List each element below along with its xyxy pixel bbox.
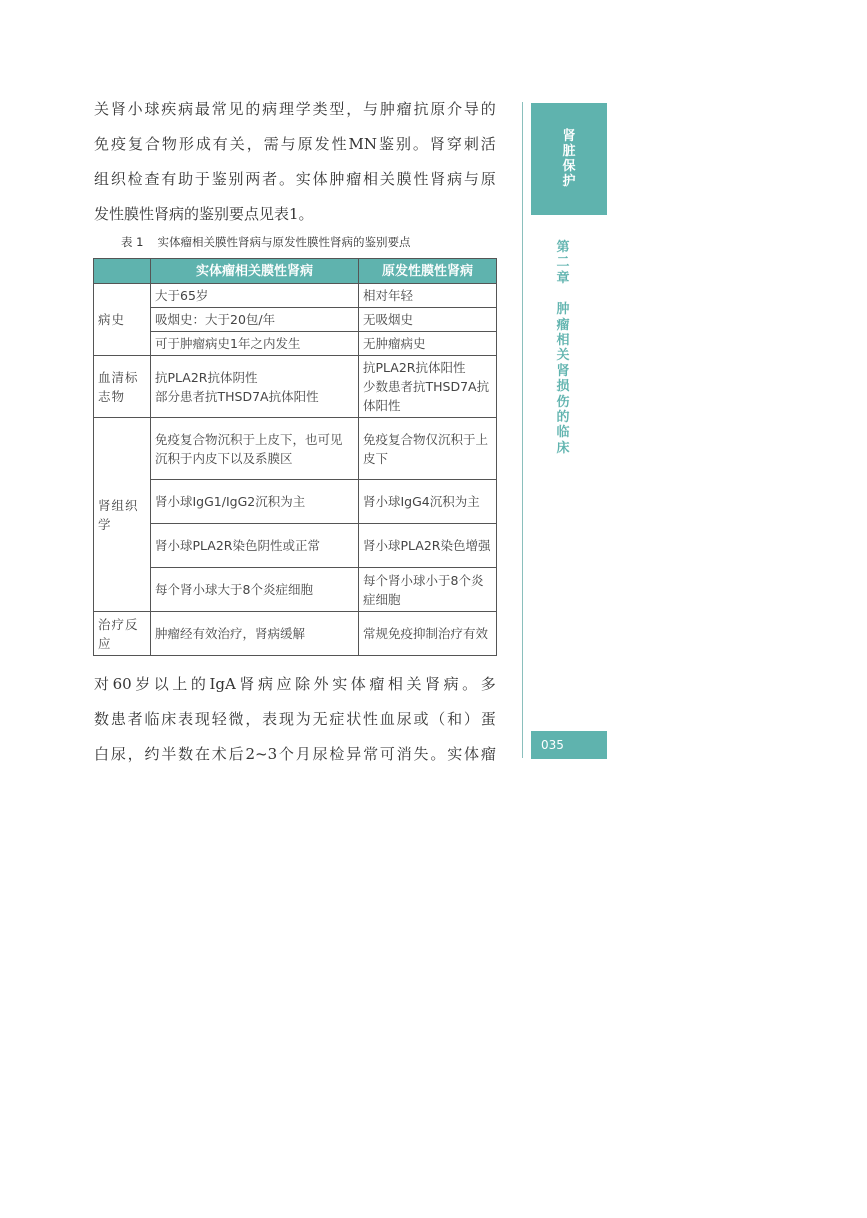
text-glyph: 物 xyxy=(161,135,177,153)
text-glyph: 岁 xyxy=(135,675,151,693)
text-glyph: 瘤 xyxy=(346,170,362,188)
text-glyph: 两 xyxy=(245,170,261,188)
text-glyph: 体 xyxy=(312,170,328,188)
text-glyph: 相 xyxy=(387,675,403,693)
text-glyph: ， xyxy=(127,745,143,763)
vertical-glyph: 保 xyxy=(562,159,576,174)
text-glyph: 术 xyxy=(211,745,227,763)
text-glyph: 肾 xyxy=(430,170,446,188)
text-glyph: （ xyxy=(430,710,446,728)
vertical-glyph: 相 xyxy=(556,333,570,349)
text-glyph: 床 xyxy=(161,710,177,728)
vertical-glyph: 的 xyxy=(556,410,570,426)
text-glyph: ） xyxy=(463,710,479,728)
table-row xyxy=(94,524,497,568)
text-glyph: 检 xyxy=(127,170,143,188)
table-header-primary: 原发性膜性肾病 xyxy=(359,259,497,284)
text-line xyxy=(94,702,496,737)
text-glyph: 症 xyxy=(329,710,345,728)
table-row xyxy=(94,480,497,524)
text-glyph: 半 xyxy=(161,745,177,763)
text-glyph: 状 xyxy=(346,710,362,728)
text-glyph: 别 xyxy=(395,135,411,153)
text-glyph: 轻 xyxy=(211,710,227,728)
text-glyph: 病 xyxy=(257,675,273,693)
vertical-glyph: 床 xyxy=(556,440,570,456)
table-row xyxy=(94,284,497,308)
text-glyph: 与 xyxy=(463,170,479,188)
vertical-glyph: 二 xyxy=(556,255,570,271)
text-glyph: 理 xyxy=(278,100,294,118)
text-glyph: 。 xyxy=(412,135,428,153)
text-glyph: ， xyxy=(346,100,362,118)
text-glyph: 刺 xyxy=(463,135,479,153)
text-glyph: 组 xyxy=(94,170,110,188)
table-row xyxy=(94,568,497,612)
text-glyph: 疾 xyxy=(161,100,177,118)
cell-primary: 抗PLA2R抗体阳性 少数患者抗THSD7A抗体阳性 xyxy=(359,356,497,418)
vertical-glyph: 第 xyxy=(556,240,570,255)
text-glyph: 关 xyxy=(229,135,245,153)
text-glyph: 见 xyxy=(228,100,244,118)
table-row xyxy=(94,332,497,356)
text-glyph: 上 xyxy=(172,675,188,693)
text-glyph: 成 xyxy=(195,135,211,153)
table-caption-number: 表 1 xyxy=(121,235,144,249)
text-glyph: 型 xyxy=(329,100,345,118)
cell-tumor-associated: 肿瘤经有效治疗，肾病缓解 xyxy=(151,612,359,656)
text-glyph: IgA xyxy=(209,675,236,693)
text-glyph: 和 xyxy=(447,710,463,728)
text-glyph: 瘤 xyxy=(396,100,412,118)
text-glyph: 表 xyxy=(178,710,194,728)
vertical-glyph: 肾 xyxy=(556,363,570,379)
text-glyph: 。 xyxy=(278,170,294,188)
text-glyph: 2~3 xyxy=(245,745,278,763)
text-glyph: 查 xyxy=(144,170,160,188)
text-glyph: 的 xyxy=(245,100,261,118)
text-line xyxy=(94,162,496,197)
text-line xyxy=(94,667,496,702)
text-glyph: 临 xyxy=(144,710,160,728)
text-glyph: 学 xyxy=(295,100,311,118)
text-glyph: 的 xyxy=(190,675,206,693)
text-glyph: 肿 xyxy=(379,100,395,118)
table-caption-text: 实体瘤相关膜性肾病与原发性膜性肾病的鉴别要点 xyxy=(157,235,411,249)
cell-primary: 无吸烟史 xyxy=(359,308,497,332)
text-glyph: 检 xyxy=(329,745,345,763)
vertical-glyph: 临 xyxy=(556,425,570,441)
text-glyph: 常 xyxy=(211,100,227,118)
text-glyph: 患 xyxy=(110,710,126,728)
text-glyph: 个 xyxy=(278,745,294,763)
text-glyph: 病 xyxy=(447,170,463,188)
text-glyph: 关 xyxy=(94,100,110,118)
row-group-label: 肾组织学 xyxy=(94,418,151,612)
chapter-gap xyxy=(555,286,571,302)
text-glyph: 失 xyxy=(413,745,429,763)
text-glyph: 肿 xyxy=(329,170,345,188)
row-group-label: 病史 xyxy=(94,284,151,356)
cell-tumor-associated: 可于肿瘤病史1年之内发生 xyxy=(151,332,359,356)
cell-tumor-associated: 肾小球PLA2R染色阴性或正常 xyxy=(151,524,359,568)
text-glyph: 膜 xyxy=(396,170,412,188)
cell-tumor-associated: 免疫复合物沉积于上皮下，也可见沉积于内皮下以及系膜区 xyxy=(151,418,359,480)
text-glyph: 外 xyxy=(313,675,329,693)
table-row xyxy=(94,612,497,656)
text-glyph: 介 xyxy=(447,100,463,118)
text-glyph: 球 xyxy=(144,100,160,118)
text-glyph: 者 xyxy=(127,710,143,728)
section-tab-label xyxy=(562,129,576,189)
cell-primary: 相对年轻 xyxy=(359,284,497,308)
text-glyph: 体 xyxy=(464,745,480,763)
table-row xyxy=(94,308,497,332)
text-glyph: 约 xyxy=(144,745,160,763)
text-glyph: 除 xyxy=(295,675,311,693)
table-header-empty xyxy=(94,259,151,284)
text-glyph: 于 xyxy=(194,170,210,188)
text-glyph: 免 xyxy=(94,135,110,153)
page-number: 035 xyxy=(531,731,607,759)
text-glyph: 实 xyxy=(295,170,311,188)
text-glyph: 蛋 xyxy=(480,710,496,728)
vertical-glyph: 肾 xyxy=(562,129,576,144)
text-glyph: 与 xyxy=(363,100,379,118)
text-line: 发性膜性肾病的鉴别要点见表1。 xyxy=(94,205,314,223)
table-row xyxy=(94,418,497,480)
text-glyph: 发 xyxy=(314,135,330,153)
text-glyph: 白 xyxy=(94,745,110,763)
cell-tumor-associated: 大于65岁 xyxy=(151,284,359,308)
text-glyph: 有 xyxy=(161,170,177,188)
text-glyph: 原 xyxy=(430,100,446,118)
text-glyph: 月 xyxy=(295,745,311,763)
text-glyph: 常 xyxy=(363,745,379,763)
table-header-row xyxy=(94,259,497,284)
text-glyph: ， xyxy=(246,135,262,153)
text-glyph: 现 xyxy=(278,710,294,728)
vertical-glyph: 脏 xyxy=(562,144,576,159)
vertical-glyph: 伤 xyxy=(556,394,570,410)
vertical-glyph: 关 xyxy=(556,348,570,364)
text-glyph: 关 xyxy=(406,675,422,693)
chapter-number xyxy=(555,240,571,286)
text-glyph: 可 xyxy=(379,745,395,763)
text-glyph: 有 xyxy=(212,135,228,153)
text-glyph: 类 xyxy=(312,100,328,118)
text-glyph: 肾 xyxy=(429,135,445,153)
comparison-table xyxy=(93,258,497,656)
text-glyph: 60 xyxy=(112,675,132,693)
text-glyph: 助 xyxy=(178,170,194,188)
text-glyph: 数 xyxy=(94,710,110,728)
cell-primary: 肾小球PLA2R染色增强 xyxy=(359,524,497,568)
text-glyph: 形 xyxy=(178,135,194,153)
text-glyph: 血 xyxy=(379,710,395,728)
text-line xyxy=(94,92,496,127)
text-glyph: 以 xyxy=(153,675,169,693)
text-glyph: MN xyxy=(348,135,378,153)
text-glyph: 织 xyxy=(110,170,126,188)
text-glyph: 肾 xyxy=(425,675,441,693)
text-glyph: 无 xyxy=(312,710,328,728)
text-glyph: 病 xyxy=(262,100,278,118)
text-glyph: 合 xyxy=(144,135,160,153)
cell-primary: 免疫复合物仅沉积于上皮下 xyxy=(359,418,497,480)
text-glyph: 鉴 xyxy=(211,170,227,188)
text-glyph: 需 xyxy=(263,135,279,153)
text-glyph: 体 xyxy=(350,675,366,693)
section-tab xyxy=(531,103,607,215)
text-glyph: 的 xyxy=(480,100,496,118)
text-glyph: 小 xyxy=(127,100,143,118)
text-glyph: 后 xyxy=(228,745,244,763)
cell-primary: 无肿瘤病史 xyxy=(359,332,497,356)
text-glyph: 病 xyxy=(178,100,194,118)
text-glyph: 最 xyxy=(194,100,210,118)
text-glyph: 性 xyxy=(331,135,347,153)
text-glyph: 尿 xyxy=(110,745,126,763)
text-glyph: 鉴 xyxy=(378,135,394,153)
text-glyph: 别 xyxy=(228,170,244,188)
cell-primary: 肾小球IgG4沉积为主 xyxy=(359,480,497,524)
chapter-title xyxy=(555,302,571,456)
text-glyph: 或 xyxy=(413,710,429,728)
text-glyph: 原 xyxy=(297,135,313,153)
text-line xyxy=(94,737,496,772)
text-glyph: 多 xyxy=(480,675,496,693)
text-line xyxy=(94,127,496,162)
text-glyph: 性 xyxy=(363,710,379,728)
vertical-glyph: 损 xyxy=(556,379,570,395)
text-glyph: 者 xyxy=(262,170,278,188)
vertical-glyph: 瘤 xyxy=(556,317,570,333)
text-glyph: 活 xyxy=(480,135,496,153)
table-row xyxy=(94,356,497,418)
vertical-glyph: 护 xyxy=(562,174,576,189)
text-glyph: 消 xyxy=(396,745,412,763)
cell-tumor-associated: 吸烟史：大于20包/年 xyxy=(151,308,359,332)
cell-primary: 常规免疫抑制治疗有效 xyxy=(359,612,497,656)
text-glyph: 表 xyxy=(262,710,278,728)
chapter-label xyxy=(555,240,571,456)
text-glyph: 原 xyxy=(480,170,496,188)
text-glyph: 导 xyxy=(463,100,479,118)
cell-tumor-associated: 肾小球IgG1/IgG2沉积为主 xyxy=(151,480,359,524)
cell-tumor-associated: 每个肾小球大于8个炎症细胞 xyxy=(151,568,359,612)
paragraph-top xyxy=(94,92,496,232)
text-glyph: 关 xyxy=(379,170,395,188)
cell-tumor-associated: 抗PLA2R抗体阴性 部分患者抗THSD7A抗体阳性 xyxy=(151,356,359,418)
text-glyph: 。 xyxy=(462,675,478,693)
row-group-label: 治疗反应 xyxy=(94,612,151,656)
text-glyph: 为 xyxy=(295,710,311,728)
table-caption xyxy=(121,234,410,250)
text-glyph: 微 xyxy=(228,710,244,728)
text-glyph: 抗 xyxy=(413,100,429,118)
sidebar-divider xyxy=(522,102,523,758)
text-glyph: 尿 xyxy=(312,745,328,763)
text-glyph: 实 xyxy=(447,745,463,763)
text-glyph: 实 xyxy=(332,675,348,693)
text-glyph: 应 xyxy=(276,675,292,693)
text-glyph: 相 xyxy=(363,170,379,188)
text-glyph: 尿 xyxy=(396,710,412,728)
text-glyph: 在 xyxy=(194,745,210,763)
row-group-label: 血清标志物 xyxy=(94,356,151,418)
text-glyph: 对 xyxy=(94,675,110,693)
table-header-tumor: 实体瘤相关膜性肾病 xyxy=(151,259,359,284)
text-glyph: 穿 xyxy=(446,135,462,153)
text-glyph: 复 xyxy=(127,135,143,153)
text-glyph: ， xyxy=(245,710,261,728)
vertical-glyph: 章 xyxy=(556,270,570,286)
text-glyph: 。 xyxy=(430,745,446,763)
cell-primary: 每个肾小球小于8个炎症细胞 xyxy=(359,568,497,612)
text-glyph: 数 xyxy=(178,745,194,763)
text-glyph: 异 xyxy=(346,745,362,763)
text-glyph: 瘤 xyxy=(480,745,496,763)
text-glyph: 疫 xyxy=(110,135,126,153)
paragraph-bottom xyxy=(94,667,496,772)
text-glyph: 病 xyxy=(443,675,459,693)
text-glyph: 肾 xyxy=(110,100,126,118)
text-glyph: 肾 xyxy=(239,675,255,693)
text-glyph: 现 xyxy=(194,710,210,728)
text-glyph: 瘤 xyxy=(369,675,385,693)
text-glyph: 性 xyxy=(413,170,429,188)
vertical-glyph: 肿 xyxy=(556,302,570,318)
text-glyph: 与 xyxy=(280,135,296,153)
